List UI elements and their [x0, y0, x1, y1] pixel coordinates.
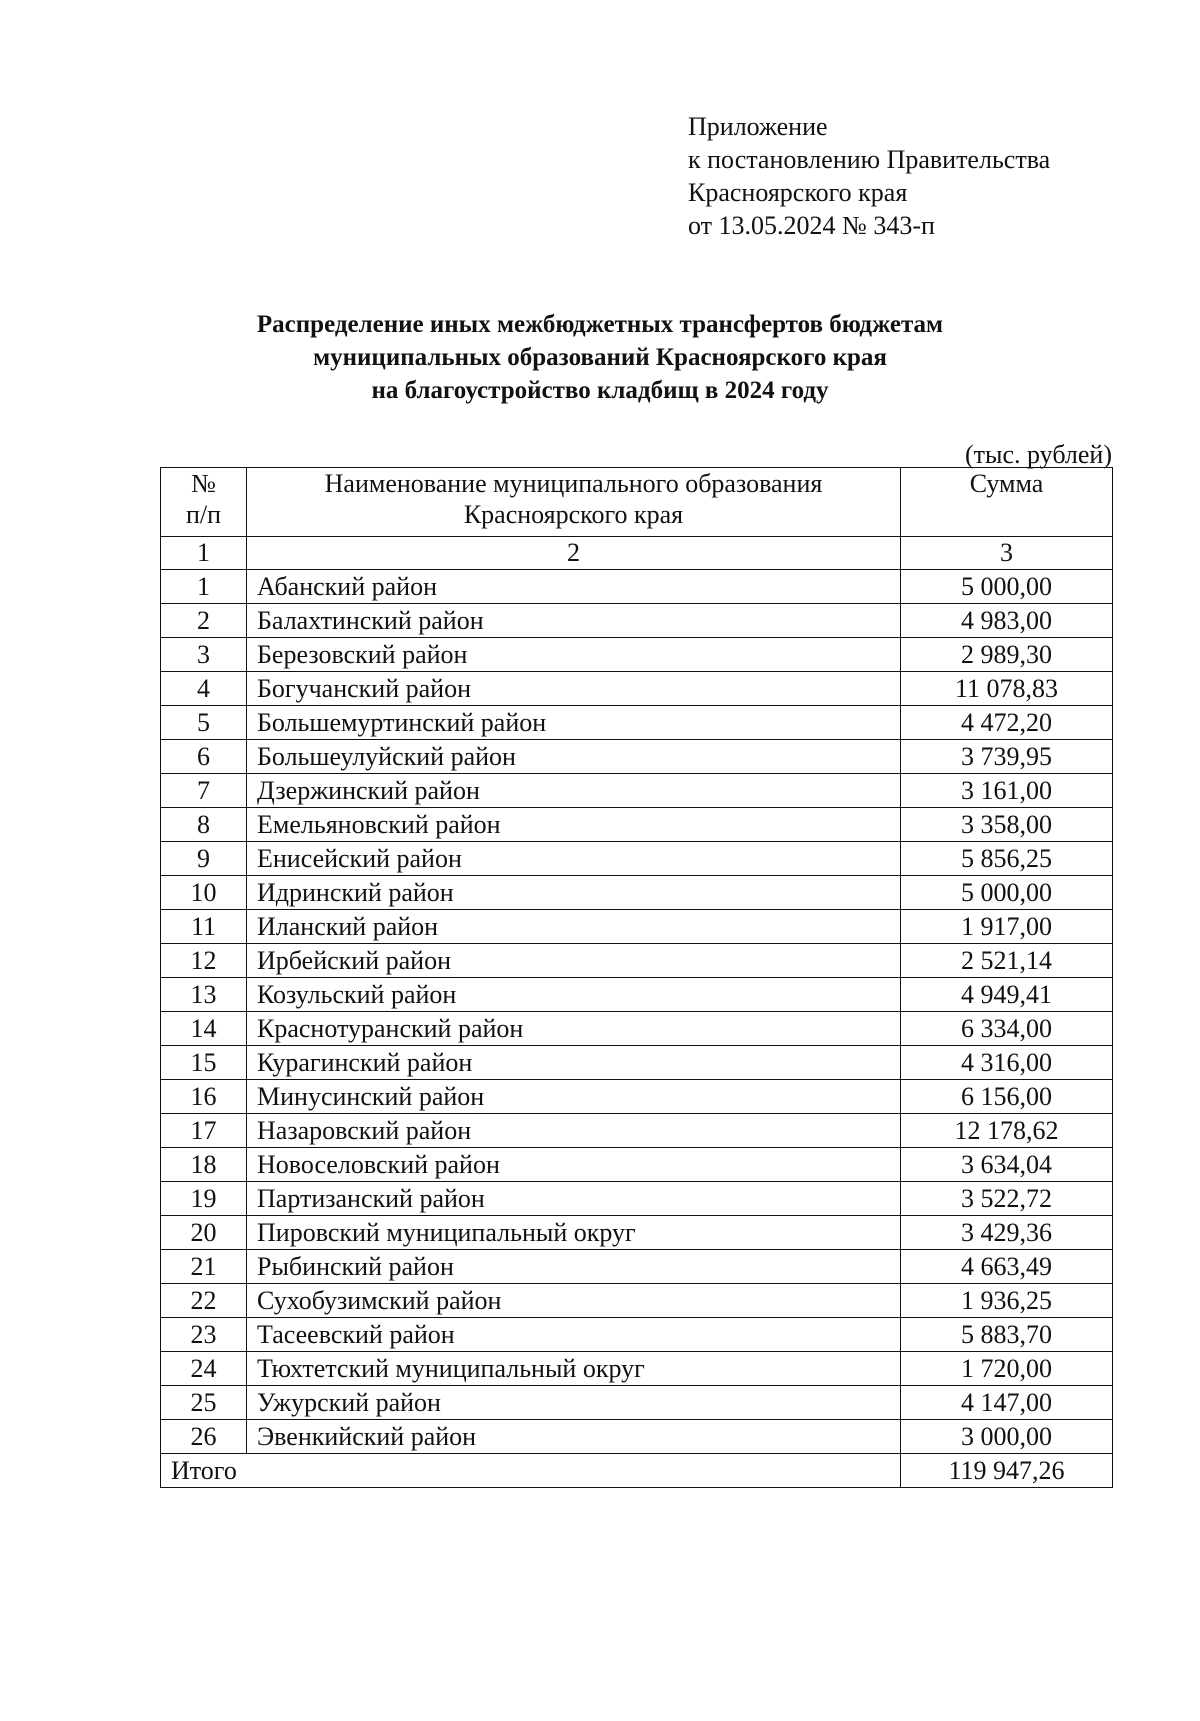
- row-amount: 2 989,30: [901, 638, 1113, 672]
- header-name-line1: Наименование муниципального образования: [324, 469, 823, 498]
- row-amount: 4 147,00: [901, 1386, 1113, 1420]
- row-amount: 3 522,72: [901, 1182, 1113, 1216]
- row-number: 6: [161, 740, 247, 774]
- row-number: 25: [161, 1386, 247, 1420]
- table-row: [161, 1318, 1113, 1352]
- appendix-line: Красноярского края: [688, 178, 908, 207]
- row-number: 8: [161, 808, 247, 842]
- title-line: муниципальных образований Красноярского края: [313, 344, 887, 371]
- row-amount: 4 983,00: [901, 604, 1113, 638]
- row-name: Минусинский район: [247, 1080, 901, 1114]
- table-row: [161, 1080, 1113, 1114]
- row-number: 10: [161, 876, 247, 910]
- table-row: [161, 1352, 1113, 1386]
- row-name: Рыбинский район: [247, 1250, 901, 1284]
- row-number: 23: [161, 1318, 247, 1352]
- row-amount: 6 156,00: [901, 1080, 1113, 1114]
- row-name: Назаровский район: [247, 1114, 901, 1148]
- header-name: [247, 468, 901, 537]
- row-amount: 3 739,95: [901, 740, 1113, 774]
- total-label: Итого: [161, 1454, 901, 1488]
- row-name: Эвенкийский район: [247, 1420, 901, 1454]
- row-amount: 4 949,41: [901, 978, 1113, 1012]
- row-amount: 3 161,00: [901, 774, 1113, 808]
- table-row: [161, 978, 1113, 1012]
- row-name: Новоселовский район: [247, 1148, 901, 1182]
- row-amount: 5 856,25: [901, 842, 1113, 876]
- row-name: Большеулуйский район: [247, 740, 901, 774]
- row-amount: 4 316,00: [901, 1046, 1113, 1080]
- header-number: [161, 468, 247, 537]
- row-number: 12: [161, 944, 247, 978]
- row-number: 1: [161, 570, 247, 604]
- row-name: Абанский район: [247, 570, 901, 604]
- table-row: [161, 944, 1113, 978]
- row-number: 3: [161, 638, 247, 672]
- document-title: [150, 308, 1050, 407]
- table-row: [161, 1148, 1113, 1182]
- row-number: 5: [161, 706, 247, 740]
- header-name-line2: Красноярского края: [463, 500, 684, 529]
- table-row: [161, 1284, 1113, 1318]
- column-number: 1: [161, 537, 247, 570]
- row-amount: 6 334,00: [901, 1012, 1113, 1046]
- appendix-block: [688, 110, 1050, 242]
- row-name: Большемуртинский район: [247, 706, 901, 740]
- row-number: 9: [161, 842, 247, 876]
- row-name: Богучанский район: [247, 672, 901, 706]
- row-name: Краснотуранский район: [247, 1012, 901, 1046]
- appendix-line: к постановлению Правительства: [688, 145, 1051, 174]
- row-number: 24: [161, 1352, 247, 1386]
- table-row: [161, 1114, 1113, 1148]
- unit-label: (тыс. рублей): [964, 440, 1112, 469]
- row-name: Тасеевский район: [247, 1318, 901, 1352]
- table-row: [161, 638, 1113, 672]
- row-name: Курагинский район: [247, 1046, 901, 1080]
- header-number-line1: №: [191, 469, 216, 498]
- row-amount: 1 720,00: [901, 1352, 1113, 1386]
- row-amount: 12 178,62: [901, 1114, 1113, 1148]
- row-number: 11: [161, 910, 247, 944]
- row-name: Ирбейский район: [247, 944, 901, 978]
- title-line: Распределение иных межбюджетных трансфертов бюджетам: [256, 311, 944, 338]
- row-name: Емельяновский район: [247, 808, 901, 842]
- row-amount: 11 078,83: [901, 672, 1113, 706]
- column-number-row: [161, 537, 1113, 570]
- row-name: Сухобузимский район: [247, 1284, 901, 1318]
- table-row: [161, 808, 1113, 842]
- appendix-line: от 13.05.2024 № 343-п: [688, 211, 935, 240]
- row-amount: 5 000,00: [901, 876, 1113, 910]
- row-number: 17: [161, 1114, 247, 1148]
- table-row: [161, 604, 1113, 638]
- row-name: Пировский муниципальный округ: [247, 1216, 901, 1250]
- table-row: [161, 672, 1113, 706]
- column-number: 3: [901, 537, 1113, 570]
- row-name: Козульский район: [247, 978, 901, 1012]
- table-row: [161, 910, 1113, 944]
- appendix-line: Приложение: [688, 112, 828, 141]
- distribution-table: [160, 467, 1113, 1488]
- row-number: 19: [161, 1182, 247, 1216]
- column-number: 2: [247, 537, 901, 570]
- row-name: Ужурский район: [247, 1386, 901, 1420]
- row-name: Дзержинский район: [247, 774, 901, 808]
- table-row: [161, 1420, 1113, 1454]
- row-amount: 3 000,00: [901, 1420, 1113, 1454]
- row-name: Енисейский район: [247, 842, 901, 876]
- table-row: [161, 774, 1113, 808]
- title-line: на благоустройство кладбищ в 2024 году: [371, 377, 829, 404]
- table-row: [161, 1182, 1113, 1216]
- row-amount: 2 521,14: [901, 944, 1113, 978]
- row-name: Березовский район: [247, 638, 901, 672]
- row-number: 20: [161, 1216, 247, 1250]
- row-number: 15: [161, 1046, 247, 1080]
- row-number: 2: [161, 604, 247, 638]
- table-header-row: [161, 468, 1113, 537]
- header-number-line2: п/п: [185, 500, 222, 529]
- row-name: Идринский район: [247, 876, 901, 910]
- row-name: Тюхтетский муниципальный округ: [247, 1352, 901, 1386]
- row-number: 4: [161, 672, 247, 706]
- row-name: Иланский район: [247, 910, 901, 944]
- total-row: [161, 1454, 1113, 1488]
- row-name: Партизанский район: [247, 1182, 901, 1216]
- row-number: 21: [161, 1250, 247, 1284]
- table-row: [161, 842, 1113, 876]
- row-amount: 4 472,20: [901, 706, 1113, 740]
- row-amount: 4 663,49: [901, 1250, 1113, 1284]
- table-row: [161, 1386, 1113, 1420]
- row-number: 14: [161, 1012, 247, 1046]
- row-number: 16: [161, 1080, 247, 1114]
- table-row: [161, 570, 1113, 604]
- header-sum: [901, 468, 1113, 537]
- row-number: 7: [161, 774, 247, 808]
- header-sum-label: Сумма: [969, 469, 1044, 498]
- row-number: 26: [161, 1420, 247, 1454]
- row-amount: 5 000,00: [901, 570, 1113, 604]
- table-row: [161, 1216, 1113, 1250]
- total-amount: 119 947,26: [901, 1454, 1113, 1488]
- row-amount: 3 634,04: [901, 1148, 1113, 1182]
- row-number: 18: [161, 1148, 247, 1182]
- table-row: [161, 740, 1113, 774]
- table-row: [161, 1046, 1113, 1080]
- row-amount: 3 429,36: [901, 1216, 1113, 1250]
- table-row: [161, 876, 1113, 910]
- row-amount: 3 358,00: [901, 808, 1113, 842]
- table-body: [161, 570, 1113, 1454]
- row-name: Балахтинский район: [247, 604, 901, 638]
- row-amount: 5 883,70: [901, 1318, 1113, 1352]
- table-row: [161, 1012, 1113, 1046]
- row-amount: 1 936,25: [901, 1284, 1113, 1318]
- table-row: [161, 1250, 1113, 1284]
- table-row: [161, 706, 1113, 740]
- row-number: 13: [161, 978, 247, 1012]
- row-amount: 1 917,00: [901, 910, 1113, 944]
- row-number: 22: [161, 1284, 247, 1318]
